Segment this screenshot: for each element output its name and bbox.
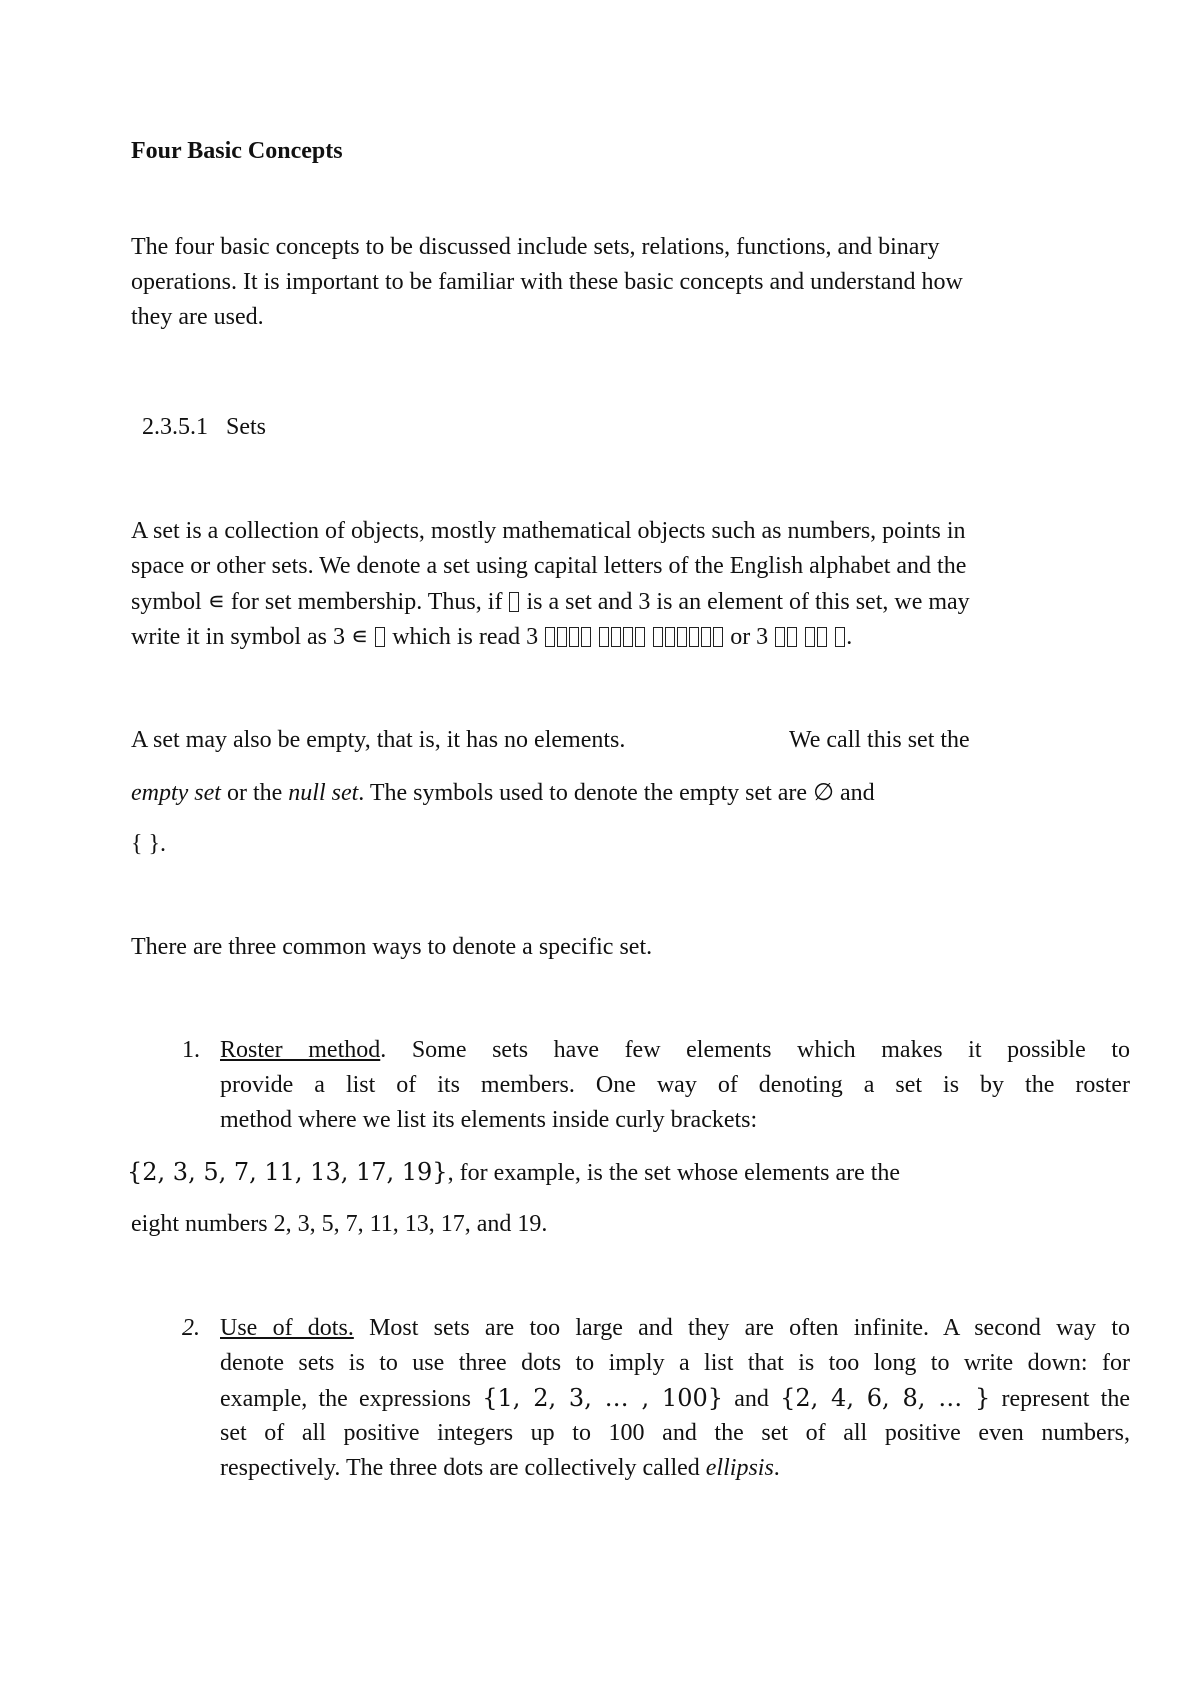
- empty-set-line-1b: We call this set the: [789, 727, 970, 753]
- empty-set-line-2: empty set or the null set. The symbols used to denote the empty set are ∅ and: [131, 778, 875, 806]
- missing-glyph: [701, 627, 711, 647]
- empty-set-symbol: ∅: [813, 778, 834, 806]
- term-ellipsis: ellipsis: [705, 1455, 774, 1481]
- list-number-1: 1.: [182, 1037, 200, 1063]
- missing-glyph: [635, 627, 645, 647]
- section-title: Sets: [226, 414, 267, 440]
- missing-glyph: [665, 627, 675, 647]
- set-def-line-2: space or other sets. We denote a set using capital letters of the English alphabet and the: [131, 553, 967, 579]
- term-null-set: null set: [288, 780, 359, 806]
- missing-glyph: [689, 627, 699, 647]
- roster-line-2: provide a list of its members. One way of denoting a set is by the roster: [220, 1072, 1130, 1098]
- missing-glyph: [581, 627, 591, 647]
- dots-line-2: denote sets is to use three dots to imply a list that is too long to write down: for: [220, 1350, 1130, 1376]
- intro-line-2: operations. It is important to be familiar with these basic concepts and understand how: [131, 269, 963, 295]
- dots-line-1: Use of dots. Most sets are too large and they are often infinite. A second way to: [220, 1315, 1130, 1341]
- set-def-line-4: write it in symbol as 3 ∊ which is read 3 or 3 .: [131, 622, 853, 650]
- set-def-line-3: symbol ∊ for set membership. Thus, if is a set and 3 is an element of this set, we may: [131, 587, 970, 615]
- dots-line-3: example, the expressions {1, 2, 3, … , 100} and {2, 4, 6, 8, … } represent the: [220, 1384, 1130, 1412]
- expression-2: {2, 4, 6, 8, … }: [780, 1384, 991, 1412]
- section-number: 2.3.5.1: [142, 414, 208, 440]
- empty-set-line-3: { }.: [131, 831, 167, 857]
- missing-glyph: [545, 627, 555, 647]
- set-def-line-1: A set is a collection of objects, mostly mathematical objects such as numbers, points in: [131, 518, 966, 544]
- missing-glyph: [835, 627, 845, 647]
- missing-glyph: [713, 627, 723, 647]
- section-heading: [142, 410, 266, 445]
- expression-1: {1, 2, 3, … , 100}: [482, 1384, 724, 1412]
- roster-line-3: method where we list its elements inside curly brackets:: [220, 1107, 758, 1133]
- empty-set-line-1: A set may also be empty, that is, it has no elements.: [131, 727, 626, 753]
- missing-glyph: [623, 627, 633, 647]
- missing-glyph: [805, 627, 815, 647]
- term-use-of-dots: Use of dots.: [220, 1315, 354, 1341]
- list-number-2: 2.: [182, 1315, 200, 1341]
- missing-glyph: [599, 627, 609, 647]
- page-title: Four Basic Concepts: [131, 138, 343, 164]
- missing-glyph: [611, 627, 621, 647]
- missing-glyph: [677, 627, 687, 647]
- dots-line-5: respectively. The three dots are collectively called ellipsis.: [220, 1455, 780, 1481]
- missing-glyph: [509, 592, 519, 612]
- missing-glyph: [375, 627, 385, 647]
- missing-glyph: [787, 627, 797, 647]
- roster-example-line-2: eight numbers 2, 3, 5, 7, 11, 13, 17, and 19.: [131, 1211, 548, 1237]
- ways-intro: There are three common ways to denote a specific set.: [131, 934, 653, 960]
- dots-line-4: set of all positive integers up to 100 and the set of all positive even numbers,: [220, 1420, 1130, 1446]
- element-of-symbol: ∊: [350, 622, 369, 650]
- missing-glyph: [557, 627, 567, 647]
- missing-glyph: [817, 627, 827, 647]
- element-of-symbol: ∊: [207, 587, 225, 615]
- missing-glyph: [569, 627, 579, 647]
- roster-example-set: {2, 3, 5, 7, 11, 13, 17, 19}: [127, 1158, 448, 1186]
- roster-example-line-1: {2, 3, 5, 7, 11, 13, 17, 19}, for example, is the set whose elements are the: [127, 1158, 901, 1186]
- intro-line-3: they are used.: [131, 304, 264, 330]
- intro-line-1: The four basic concepts to be discussed include sets, relations, functions, and binary: [131, 234, 940, 260]
- missing-glyph: [653, 627, 663, 647]
- roster-line-1: Roster method. Some sets have few elements which makes it possible to: [220, 1037, 1131, 1063]
- term-empty-set: empty set: [131, 780, 221, 806]
- missing-glyph: [775, 627, 785, 647]
- term-roster-method: Roster method: [220, 1037, 381, 1063]
